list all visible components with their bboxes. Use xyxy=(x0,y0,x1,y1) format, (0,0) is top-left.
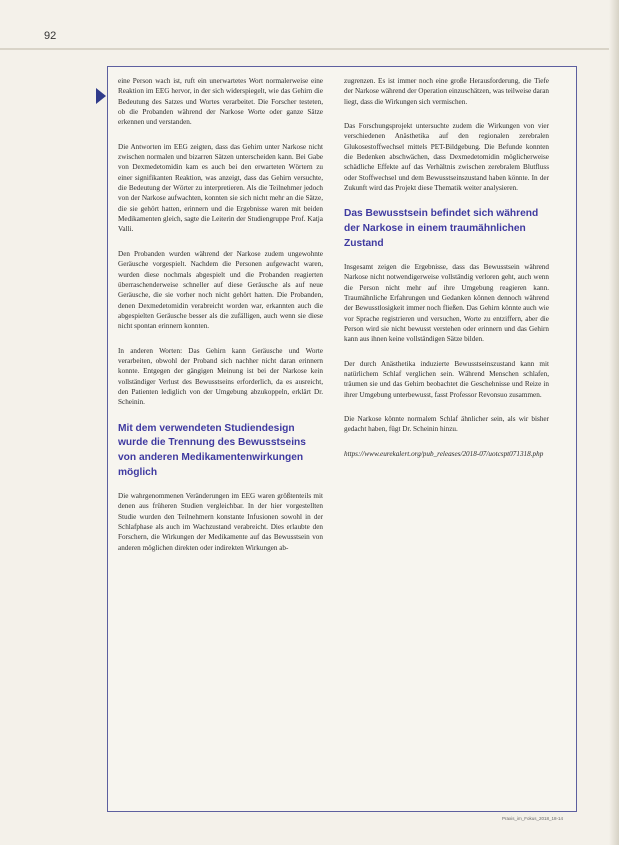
body-paragraph: Das Forschungsprojekt untersuchte zudem die Wirkungen von vier verschiedenen Anästhetika auf den regionalen zerebralen Glukosestoffwechsel mittels PET-Bildgebung. Die Befunde konnten die Bedenken abschwächen, dass Dexmedetomidin möglicherweise schädliche Effekte auf das Verhältnis zwischen zerebralem Blutfluss oder Stoffwechsel und dem Bewusstseinszustand haben könnte. In der Zukunft wird das Projekt diese Thematik weiter analysieren. xyxy=(344,122,549,193)
section-heading: Mit dem verwendeten Studiendesign wurde die Trennung des Bewusstseins von anderen Medikamentenwirkungen möglich xyxy=(118,422,306,479)
page-edge xyxy=(609,0,619,845)
arrow-marker-icon xyxy=(96,88,106,104)
body-paragraph: Die Antworten im EEG zeigten, dass das Gehirn unter Narkose nicht zwischen normalen und bizarren Sätzen unterscheiden kann. Bei Gabe von Dexmedetomidin kam es auch bei den erwarteten Wörtern zu einer signifikanten Reaktion, was anzeigt, dass das Gehirn versuchte, die Bedeutung der Wörter zu interpretieren. Als die Teilnehmer jedoch von der Narkose aufwachten, konnten sie sich nicht mehr an die Sätze, die sie gehört hatten, erinnern und die Ergebnisse waren mit beiden Medikamenten gleich, sagte die Leiterin der Studiengruppe Prof. Katja Valli. xyxy=(118,142,323,234)
section-heading: Das Bewusstsein befindet sich während der Narkose in einem traumähnlichen Zustand xyxy=(344,208,539,250)
body-paragraph: eine Person wach ist, ruft ein unerwartetes Wort normalerweise eine Reaktion im EEG hervor, in der sich widerspiegelt, wie das Gehirn die Bedeutung des Satzes und Wortes verarbeitet. Die Forscher testeten, ob die Probanden während der Narkose Worte oder ganze Sätze erkennen und verstanden. xyxy=(118,77,323,127)
body-paragraph: Der durch Anästhetika induzierte Bewusstseinszustand kann mit natürlichem Schlaf verglichen sein. Während Menschen schlafen, träumen sie und das Gehirn beobachtet die Geschehnisse und Reize in ihrer Umgebung unterbewusst, fasst Professor Revonsuo zusammen. xyxy=(344,359,549,399)
body-paragraph: Die wahrgenommenen Veränderungen im EEG waren größtenteils mit denen aus früheren Studien vergleichbar. In der hier vorgestellten Studie wurden den Teilnehmern konstante Infusionen sowohl in der Schlafphase als auch im Wachzustand verabreicht. Dies erlaubte den Forschern, die Wirkungen der Medikamente auf das Bewusstsein von anderen möglichen direkten oder indirekten Wirkungen ab- xyxy=(118,491,323,552)
body-paragraph: Den Probanden wurden während der Narkose zudem ungewohnte Geräusche vorgespielt. Nachdem die Personen aufgewacht waren, wurden diese nochmals abgespielt und die Probanden reagierten überraschenderweise schneller auf diese Geräusche als auf neue Geräusche, die sie vorher noch nicht gehört hatten. Die Probanden, denen Dexmedetomidin verabreicht worden war, erkannten auch die abgespielten Geräusche besser als die zufälligen, auch wenn sie diese nicht spontan erinnern konnten. xyxy=(118,249,323,331)
left-column xyxy=(118,76,323,567)
source-link[interactable]: https://www.eurekalert.org/pub_releases/2018-07/uotcspt071318.php xyxy=(344,449,544,458)
page-footer: Praxis_im_Fokus_2018_18-14 xyxy=(501,816,563,821)
body-paragraph: Die Narkose könnte normalem Schlaf ähnlicher sein, als wir bisher gedacht haben, fügt Dr. Scheinin hinzu. xyxy=(344,414,549,434)
body-paragraph: Insgesamt zeigen die Ergebnisse, dass das Bewusstsein während Narkose nicht notwendigerweise vollständig verloren geht, auch wenn die Person nicht mehr auf ihre Umgebung reagieren kann. Traumähnliche Erfahrungen und Gedanken können dennoch während der Bewusstlosigkeit immer noch fließen. Das Gehirn könnte auch wie vor Sprache registrieren und versuchen, Worte zu entziffern, aber die Person wird sie nicht bewusst verstehen oder erinnern und das Gehirn kann aus ihnen keine vollständigen Sätze bilden. xyxy=(344,262,549,344)
body-paragraph: In anderen Worten: Das Gehirn kann Geräusche und Worte verarbeiten, obwohl der Proband sich nachher nicht daran erinnern konnte. Entgegen der gängigen Meinung ist bei der Narkose kein vollständiger Verlust des Bewusstseins erforderlich, da es ausreicht, den Patienten lediglich von der Umgebung abzukoppeln, erklärt Dr. Scheinin. xyxy=(118,346,323,407)
right-column xyxy=(344,76,549,459)
body-paragraph: zugrenzen. Es ist immer noch eine große Herausforderung, die Tiefe der Narkose während der Operation einzuschätzen, was teilweise daran liegt, dass die Wirkungen sich vermischen. xyxy=(344,77,549,106)
header-divider xyxy=(0,48,619,50)
page-number: 92 xyxy=(44,30,57,42)
